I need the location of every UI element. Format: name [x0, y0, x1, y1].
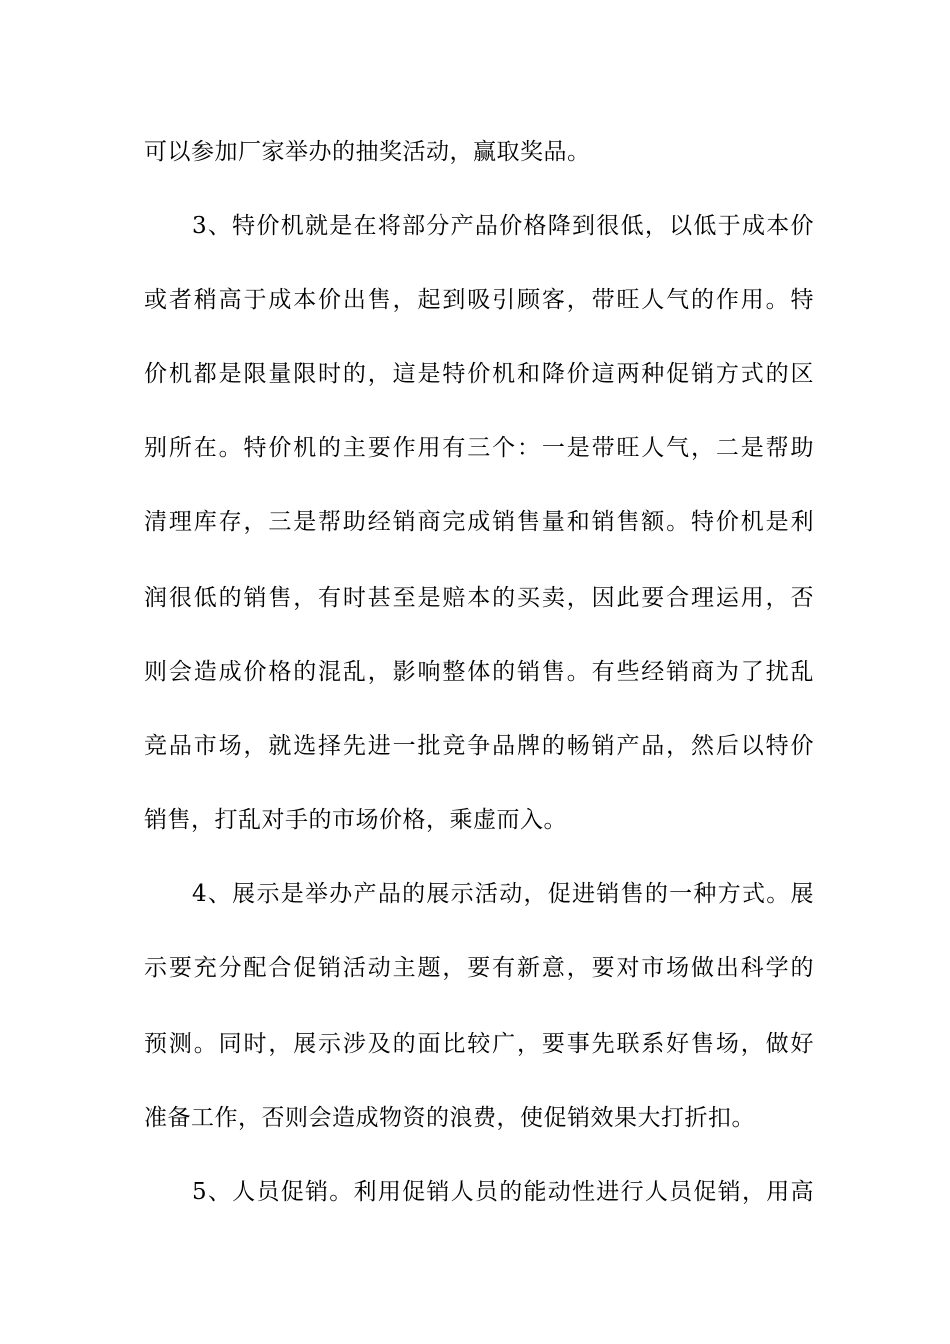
text-line: 清理库存，三是帮助经销商完成销售量和销售额。特价机是利	[144, 509, 814, 535]
text-line: 5、人员促销。利用促销人员的能动性进行人员促销，用高	[192, 1179, 814, 1205]
text-line: 润很低的销售，有时甚至是赔本的买卖，因此要合理运用，否	[144, 585, 814, 611]
text-line: 竞品市场，就选择先进一批竞争品牌的畅销产品，然后以特价	[144, 733, 814, 759]
text-line: 示要充分配合促销活动主题，要有新意，要对市场做出科学的	[144, 955, 814, 981]
text-line: 3、特价机就是在将部分产品价格降到很低，以低于成本价	[192, 213, 814, 239]
text-line: 准备工作，否则会造成物资的浪费，使促销效果大打折扣。	[144, 1105, 755, 1131]
text-line: 价机都是限量限时的，這是特价机和降价這两种促销方式的区	[144, 361, 814, 387]
text-line: 4、展示是举办产品的展示活动，促进销售的一种方式。展	[192, 881, 814, 907]
text-line: 或者稍高于成本价出售，起到吸引顾客，带旺人气的作用。特	[144, 287, 814, 313]
text-line: 则会造成价格的混乱，影响整体的销售。有些经销商为了扰乱	[144, 659, 814, 685]
text-line: 预测。同时，展示涉及的面比较广，要事先联系好售场，做好	[144, 1031, 814, 1057]
text-line: 可以参加厂家举办的抽奖活动，赢取奖品。	[144, 139, 591, 165]
text-line: 别所在。特价机的主要作用有三个：一是带旺人气，二是帮助	[144, 435, 814, 461]
text-line: 销售，打乱对手的市场价格，乘虚而入。	[144, 807, 567, 833]
